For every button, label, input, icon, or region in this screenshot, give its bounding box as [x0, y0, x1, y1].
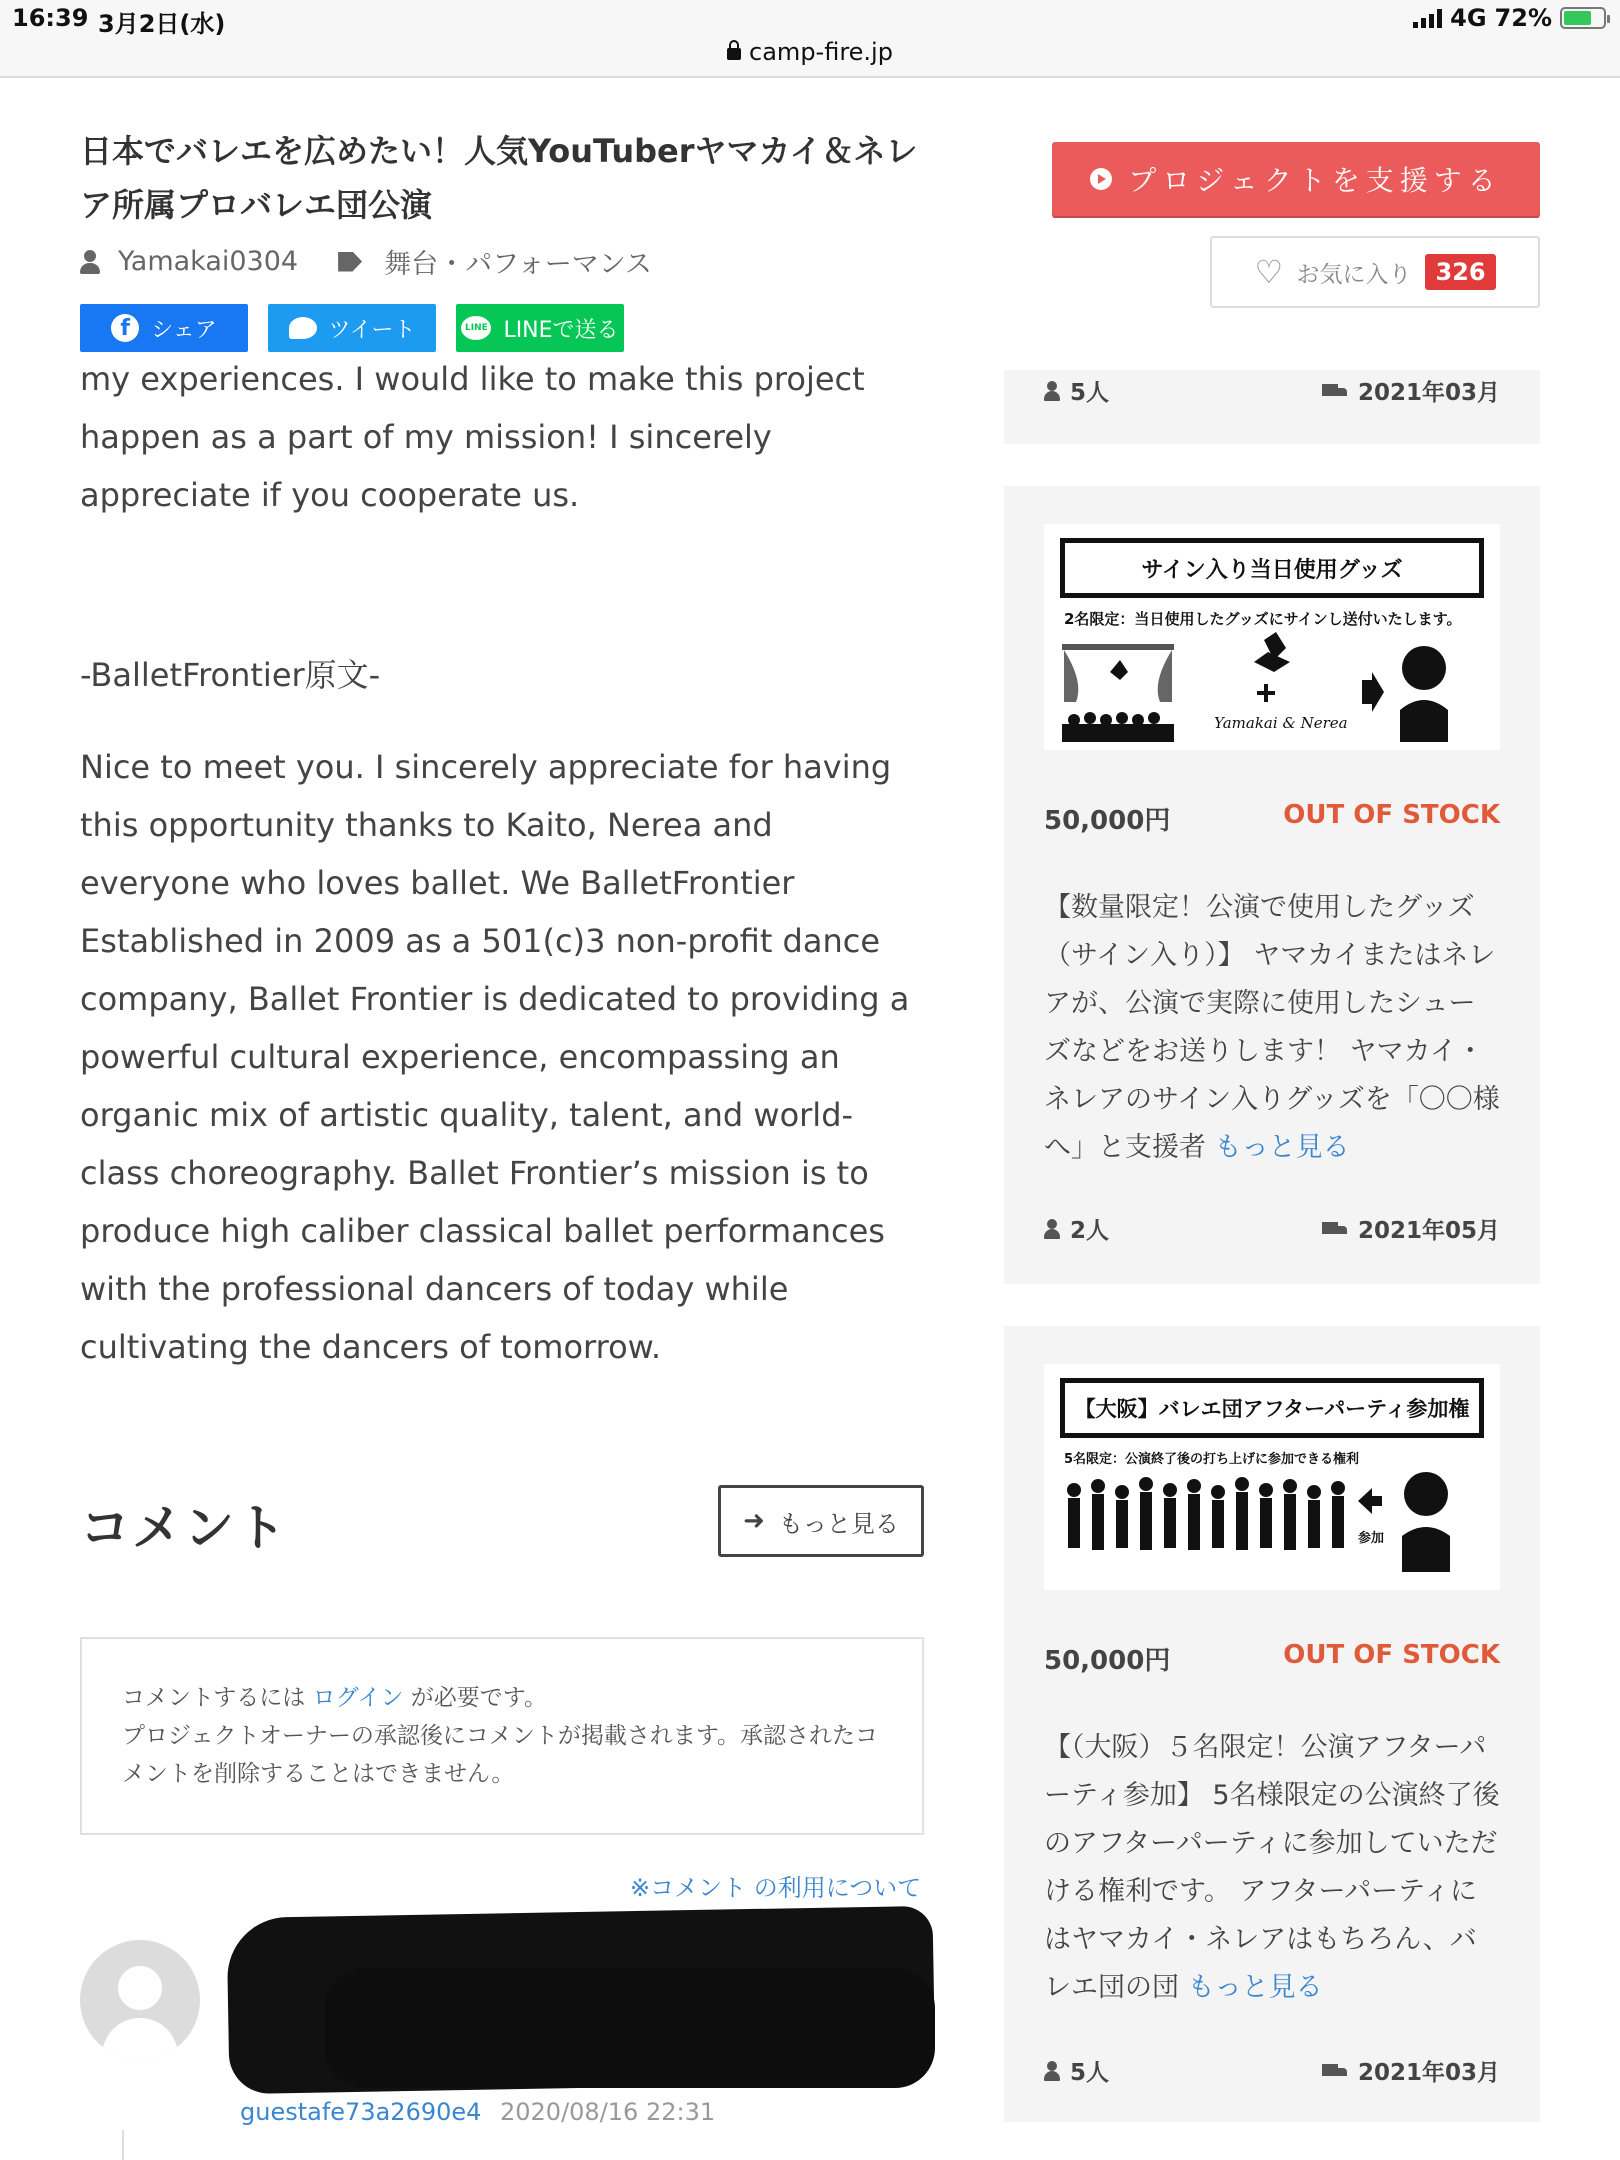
- tag-icon: [338, 252, 362, 272]
- body-partial-paragraph: my experiences. I would like to make this project happen as a part of my mission! I sincerely appreciate if you cooperate us.: [80, 360, 865, 514]
- arrow-right-icon: ➜: [743, 1506, 765, 1536]
- heart-icon: [1254, 259, 1282, 285]
- person-icon: [1044, 1219, 1060, 1239]
- body-heading: -BalletFrontier原文-: [80, 656, 381, 694]
- reward-more-link[interactable]: もっと見る: [1214, 1132, 1350, 1163]
- reward-price: 50,000円: [1044, 1646, 1171, 1676]
- reward-image: [1044, 1364, 1500, 1590]
- login-suffix: が必要です。: [403, 1685, 547, 1711]
- reward-description-text: 【（大阪）５名限定！公演アフターパーティ参加】 5名様限定の公演終了後のアフターパーティに参加していただける権利です。 アフターパーティにはヤマカイ・ネレアはもちろん、バレエ団の団: [1044, 1732, 1500, 2003]
- reward-image-caption: 参加: [1358, 1531, 1385, 1546]
- login-prefix: コメントするには: [122, 1685, 313, 1711]
- network-label: 4G: [1450, 4, 1487, 32]
- comment-usage-link[interactable]: ※コメント の利用について: [630, 1874, 922, 1902]
- truck-icon: [1322, 2062, 1348, 2080]
- reward-meta-row: [1044, 374, 1500, 407]
- project-author[interactable]: Yamakai0304: [118, 246, 299, 277]
- reward-card-partial: [1004, 370, 1540, 444]
- reward-meta-row: [1044, 2054, 1500, 2087]
- person-icon: [1044, 2061, 1060, 2081]
- body-paragraph: Nice to meet you. I sincerely appreciate for having this opportunity thanks to Kaito, Nerea and everyone who loves ballet. We BalletFrontier Established in 2009 as a 501(c)3 non-profit dance company, Ballet Frontier is dedicated to providing a powerful cultural experience, encompassing an organic mix of artistic quality, talent, and world-class choreography. Ballet Frontier’s mission is to produce high caliber classical ballet performances with the professional dancers of today while cultivating the dancers of tomorrow.: [80, 748, 910, 1366]
- play-circle-icon: [1090, 168, 1112, 190]
- login-link[interactable]: ログイン: [312, 1685, 404, 1711]
- reward-description: [1044, 884, 1500, 1172]
- battery-percent: 72%: [1494, 4, 1552, 32]
- favorite-button[interactable]: [1210, 236, 1540, 308]
- signal-icon: [1413, 8, 1442, 28]
- comments-more-button[interactable]: [718, 1485, 924, 1557]
- comment-user[interactable]: guestafe73a2690e4: [240, 2098, 482, 2126]
- twitter-icon: [289, 317, 317, 339]
- project-category[interactable]: 舞台・パフォーマンス: [384, 249, 652, 280]
- reward-status: OUT OF STOCK: [1283, 800, 1500, 830]
- url-bar[interactable]: [0, 38, 1620, 66]
- twitter-share-label: ツイート: [328, 317, 416, 343]
- reward-illustration: [1054, 632, 1494, 748]
- reward-description: [1044, 1724, 1500, 2012]
- status-date: 3月2日(水): [98, 10, 226, 38]
- reward-image: [1044, 524, 1500, 750]
- favorite-count: 326: [1425, 254, 1495, 290]
- avatar-icon: [80, 1940, 200, 2060]
- line-icon: LINE: [461, 316, 491, 340]
- reward-backers: 2人: [1070, 1218, 1110, 1244]
- battery-icon: [1560, 7, 1606, 29]
- status-indicators: [1413, 4, 1606, 32]
- reward-more-link[interactable]: もっと見る: [1187, 1972, 1323, 2003]
- comments-title: コメント: [80, 1499, 288, 1557]
- facebook-share-label: シェア: [151, 317, 217, 343]
- support-label: プロジェクトを支援する: [1128, 164, 1502, 197]
- reward-illustration: [1054, 1468, 1494, 1588]
- reward-card[interactable]: [1004, 486, 1540, 1284]
- favorite-label: お気に入り: [1296, 261, 1412, 288]
- reward-delivery: 2021年03月: [1357, 2060, 1500, 2086]
- reward-image-title: 【大阪】バレエ団アフターパーティ参加権: [1060, 1378, 1484, 1438]
- comments-more-label: もっと見る: [778, 1509, 899, 1538]
- reward-meta-row: [1044, 1212, 1500, 1245]
- reward-status: OUT OF STOCK: [1283, 1640, 1500, 1670]
- approval-note: プロジェクトオーナーの承認後にコメントが掲載されます。承認されたコメントを削除することはできません。: [122, 1723, 879, 1787]
- project-meta: [80, 242, 652, 281]
- reward-image-title: サイン入り当日使用グッズ: [1060, 538, 1484, 598]
- reward-image-caption: Yamakai & Nerea: [1214, 714, 1348, 732]
- facebook-icon: f: [111, 314, 139, 342]
- support-project-button[interactable]: [1052, 142, 1540, 216]
- login-notice: [122, 1679, 882, 1717]
- url-text: camp-fire.jp: [749, 38, 893, 66]
- line-share-label: LINEで送る: [503, 317, 619, 343]
- reward-image-subtitle: 2名限定：当日使用したグッズにサインし送付いたします。: [1064, 610, 1462, 628]
- reward-backers: 5人: [1070, 2060, 1110, 2086]
- reward-delivery: 2021年05月: [1357, 1218, 1500, 1244]
- lock-icon: [727, 48, 741, 60]
- user-icon: [80, 250, 100, 274]
- comment-login-box: [80, 1637, 924, 1835]
- truck-icon: [1322, 1220, 1348, 1238]
- reward-description-text: 【数量限定！公演で使用したグッズ（サイン入り）】 ヤマカイまたはネレアが、公演で実際に使用したシューズなどをお送りします！ ヤマカイ・ネレアのサイン入りグッズを「〇〇様へ」と支援者: [1044, 892, 1500, 1163]
- project-title: 日本でバレエを広めたい！人気YouTuberヤマカイ＆ネレア所属プロバレエ団公演: [80, 132, 918, 224]
- comment-date: 2020/08/16 22:31: [500, 2098, 716, 2126]
- thread-line: [122, 2130, 124, 2160]
- status-time: 16:39: [12, 4, 89, 32]
- redaction-overlay-2: [325, 1968, 935, 2088]
- reward-card[interactable]: [1004, 1326, 1540, 2122]
- reward-image-subtitle: 5名限定：公演終了後の打ち上げに参加できる権利: [1064, 1452, 1360, 1467]
- reward-price: 50,000円: [1044, 806, 1171, 836]
- reward-backers: 5人: [1070, 380, 1110, 406]
- person-icon: [1044, 381, 1060, 401]
- reward-delivery: 2021年03月: [1357, 380, 1500, 406]
- truck-icon: [1322, 382, 1348, 400]
- status-bar: [0, 0, 1620, 78]
